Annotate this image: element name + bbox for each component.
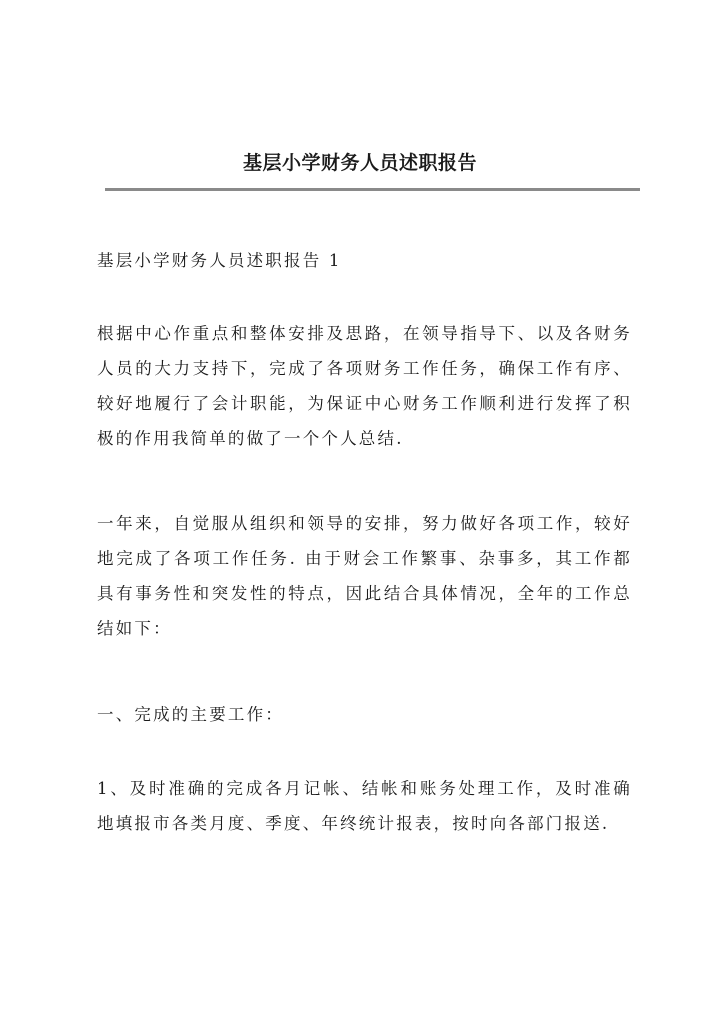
document-title: 基层小学财务人员述职报告	[242, 152, 477, 174]
paragraph-intro: 根据中心作重点和整体安排及思路，在领导指导下、以及各财务人员的大力支持下，完成了各项财务工作任务，确保工作有序、较好地履行了会计职能，为保证中心财务工作顺利进行发挥了积极的作用我简单的做了一个个人总结.	[97, 324, 632, 448]
section-heading: 一、完成的主要工作：	[97, 705, 284, 724]
report-subtitle: 基层小学财务人员述职报告 1	[97, 251, 342, 270]
title-divider	[105, 188, 640, 191]
list-item: 1、及时准确的完成各月记帐、结帐和账务处理工作，及时准确地填报市各类月度、季度、年终统计报表，按时向各部门报送.	[97, 779, 632, 833]
paragraph-summary: 一年来，自觉服从组织和领导的安排，努力做好各项工作，较好地完成了各项工作任务. 由于财会工作繁事、杂事多，其工作都具有事务性和突发性的特点，因此结合具体情况，全年的工作总结如下：	[97, 514, 632, 638]
